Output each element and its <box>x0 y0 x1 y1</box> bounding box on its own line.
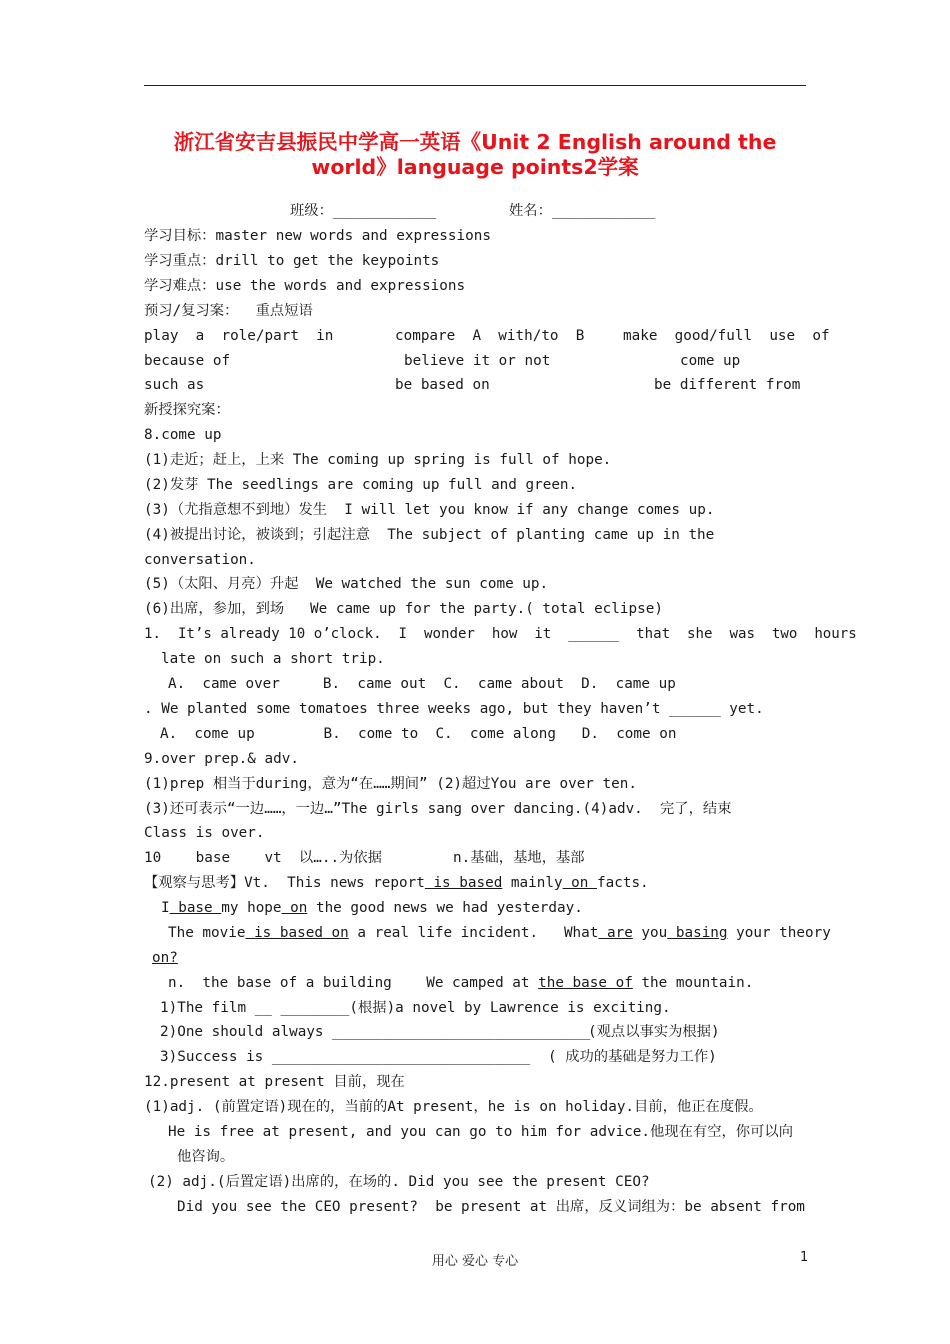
header-rule <box>144 85 806 86</box>
underlined-text: the base of <box>538 975 633 991</box>
translation-hint: ( 成功的基础是努力工作) <box>548 1049 717 1065</box>
text: I <box>161 900 170 916</box>
phrase-item: come up <box>680 353 741 369</box>
translation-task: 1)The film __ ________(根据)a novel by Lawrence is exciting. <box>160 1000 671 1016</box>
class-label: 班级： <box>290 203 333 219</box>
over-line: Class is over. <box>144 825 265 841</box>
observe-line <box>144 876 649 890</box>
over-heading: 9.over prep.& adv. <box>144 751 299 767</box>
class-field <box>290 204 436 218</box>
class-blank: ____________ <box>332 203 437 219</box>
text: The movie <box>168 925 246 941</box>
underlined-text: is based <box>424 875 503 891</box>
come-up-sense: (6)出席，参加，到场 We came up for the party.( total eclipse) <box>144 601 663 617</box>
present-line: 他咨询。 <box>177 1149 235 1165</box>
present-line: (1)adj. (前置定语)现在的，当前的At present，he is on holiday.目前，他正在度假。 <box>144 1099 763 1115</box>
phrase-item: because of <box>144 353 231 369</box>
come-up-sense: (2)发芽 The seedlings are coming up full and green. <box>144 477 578 493</box>
preview-heading: 预习/复习案： 重点短语 <box>144 303 313 319</box>
come-up-sense: (4)被提出讨论，被谈到；引起注意 The subject of planting came up in the <box>144 527 715 543</box>
page-number: 1 <box>800 1250 809 1265</box>
over-line: (3)还可表示“一边……，一边…”The girls sang over dancing.(4)adv. 完了，结束 <box>144 801 732 817</box>
question-2: . We planted some tomatoes three weeks ago, but they haven’t ______ yet. <box>144 701 764 717</box>
text: the good news we had yesterday. <box>307 900 583 916</box>
text: facts. <box>597 875 649 891</box>
text: 【观察与思考】Vt. This news report <box>144 875 425 891</box>
underlined-text: on <box>281 900 308 916</box>
question-1: 1. It’s already 10 o’clock. I wonder how it ______ that she was two hours <box>144 626 857 642</box>
text: you <box>632 925 668 941</box>
base-heading-verb: 10 base vt 以…..为依据 <box>144 850 382 866</box>
text: your theory <box>727 925 831 941</box>
translation-task: 2)One should always ______________________________ <box>160 1024 591 1040</box>
example-line <box>168 926 831 940</box>
text: my hope <box>221 900 282 916</box>
underlined-text: base <box>169 900 222 916</box>
present-line: Did you see the CEO present? be present at 出席，反义词组为：be absent from <box>177 1199 805 1215</box>
translation-task: 3)Success is ______________________________ <box>160 1049 531 1065</box>
text: a real life incident. What <box>348 925 599 941</box>
new-section-heading: 新授探究案： <box>144 402 230 418</box>
phrase-item: compare A with/to B <box>395 328 585 344</box>
come-up-heading: 8.come up <box>144 427 222 443</box>
over-line: (1)prep 相当于during，意为“在……期间” (2)超过You are over ten. <box>144 776 637 792</box>
text: mainly <box>502 875 563 891</box>
translation-hint: (观点以事实为根据) <box>588 1024 720 1040</box>
underlined-text: on <box>562 875 598 891</box>
present-heading: 12.present at present 目前，现在 <box>144 1074 405 1090</box>
question-1-options: A. came over B. came out C. came about D. came up <box>168 676 676 692</box>
present-line: (2) adj.(后置定语)出席的，在场的. Did you see the present CEO? <box>148 1174 650 1190</box>
phrase-item: be based on <box>395 377 490 393</box>
phrase-item: believe it or not <box>404 353 551 369</box>
phrase-item: play a role/part in <box>144 328 334 344</box>
title-line-2: world》language points2学案 <box>311 155 639 179</box>
come-up-sense: (3)（尤指意想不到地）发生 I will let you know if any change comes up. <box>144 502 715 518</box>
underlined-text: on? <box>152 950 178 966</box>
name-blank: ____________ <box>551 203 656 219</box>
base-heading-noun: n.基础，基地，基部 <box>453 850 585 866</box>
underlined-text: are <box>598 925 633 941</box>
phrase-item: be different from <box>654 377 801 393</box>
present-line: He is free at present, and you can go to him for advice.他现在有空，你可以向 <box>168 1124 793 1140</box>
footer-slogan: 用心 爱心 专心 <box>431 1254 519 1269</box>
come-up-sense: conversation. <box>144 552 256 568</box>
example-line <box>161 901 583 915</box>
underlined-text: basing <box>667 925 728 941</box>
come-up-sense: (1)走近；赶上，上来 The coming up spring is full of hope. <box>144 452 612 468</box>
objective: 学习目标：master new words and expressions <box>144 228 491 244</box>
come-up-sense: (5)（太阳、月亮）升起 We watched the sun come up. <box>144 576 549 592</box>
question-1-cont: late on such a short trip. <box>161 651 385 667</box>
phrase-item: such as <box>144 377 205 393</box>
text: n. the base of a building We camped at <box>168 975 539 991</box>
difficulty: 学习难点：use the words and expressions <box>144 278 466 294</box>
name-field <box>509 204 655 218</box>
name-label: 姓名： <box>509 203 552 219</box>
noun-example <box>168 976 753 990</box>
title-line-1: 浙江省安吉县振民中学高一英语《Unit 2 English around the <box>173 130 777 154</box>
text: the mountain. <box>632 975 754 991</box>
phrase-item: make good/full use of <box>623 328 830 344</box>
focus: 学习重点：drill to get the keypoints <box>144 253 440 269</box>
underlined-text: is based on <box>245 925 349 941</box>
question-2-options: A. come up B. come to C. come along D. come on <box>160 726 677 742</box>
